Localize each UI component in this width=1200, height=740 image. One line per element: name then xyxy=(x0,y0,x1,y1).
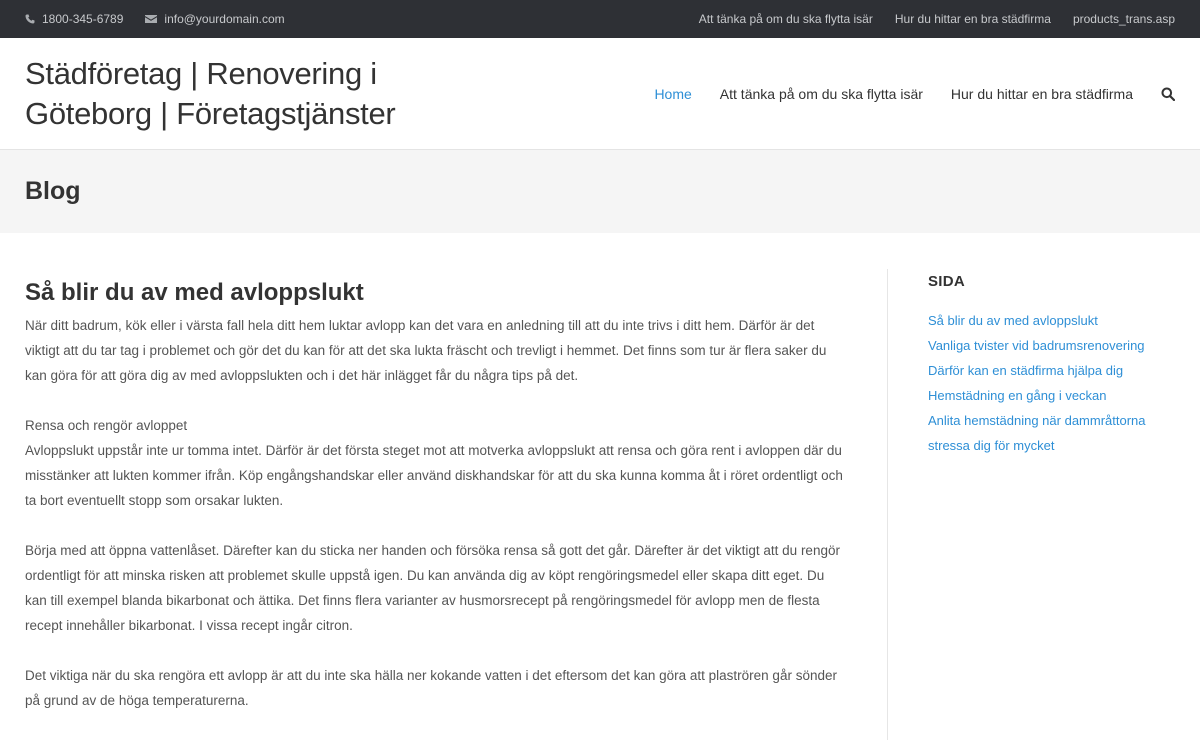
top-links xyxy=(699,12,1175,26)
nav-flytta[interactable]: Att tänka på om du ska flytta isär xyxy=(719,85,923,102)
nav-home[interactable]: Home xyxy=(654,85,692,102)
phone-number: 1800-345-6789 xyxy=(42,12,124,26)
envelope-icon xyxy=(145,14,157,24)
post-paragraph-1: När ditt badrum, kök eller i värsta fall hela ditt hem luktar avlopp kan det vara en anledning till att du inte trivs i ditt hem. Därför är det viktigt att du tar tag i problemet och gör det du kan för att det ska lukta fräscht och trevligt i hemmet. Det finns som tur är flera saker du kan göra för att göra dig av med avloppslukten och i det här inlägget får du några tips på det. xyxy=(25,318,827,383)
page-title-band xyxy=(0,150,1200,233)
top-bar xyxy=(0,0,1200,38)
nav-stadfirma[interactable]: Hur du hittar en bra städfirma xyxy=(950,85,1133,102)
post-body xyxy=(25,313,847,713)
sidebar-link-hemstadning[interactable]: Hemstädning en gång i veckan xyxy=(928,388,1107,403)
search-icon[interactable] xyxy=(1161,87,1175,101)
site-title[interactable] xyxy=(25,54,425,134)
top-link-stadfirma[interactable]: Hur du hittar en bra städfirma xyxy=(894,12,1051,26)
sidebar xyxy=(888,269,1160,740)
post-title: Så blir du av med avloppslukt xyxy=(25,279,364,306)
email-address: info@yourdomain.com xyxy=(164,12,285,26)
contact-info xyxy=(25,12,285,26)
post-paragraph-4: Det viktiga när du ska rengöra ett avlopp är att du inte ska hälla ner kokande vatten i det eftersom det kan göra att plaströren går sönder på grund av de höga temperaturerna. xyxy=(25,668,837,708)
page-title: Blog xyxy=(25,177,81,205)
list-item xyxy=(928,358,1160,383)
post-subheading: Rensa och rengör avloppet xyxy=(25,418,188,433)
sidebar-link-stadfirma[interactable]: Därför kan en städfirma hjälpa dig xyxy=(928,363,1124,378)
sidebar-link-tvister[interactable]: Vanliga tvister vid badrumsrenovering xyxy=(928,338,1145,353)
phone-contact xyxy=(25,12,123,26)
sidebar-link-avloppslukt[interactable]: Så blir du av med avloppslukt xyxy=(928,313,1098,328)
site-title-line-2: Göteborg | Företagstjänster xyxy=(25,95,396,131)
top-link-flytta[interactable]: Att tänka på om du ska flytta isär xyxy=(698,12,873,26)
email-contact xyxy=(145,12,284,26)
sidebar-link-list xyxy=(928,308,1160,458)
list-item xyxy=(928,383,1160,408)
site-header xyxy=(0,38,1200,150)
top-link-products-trans[interactable]: products_trans.asp xyxy=(1072,12,1175,26)
sidebar-heading: SIDA xyxy=(928,273,966,290)
site-title-line-1: Städföretag | Renovering i xyxy=(25,55,377,91)
list-item xyxy=(928,308,1160,333)
list-item xyxy=(928,408,1160,458)
list-item xyxy=(928,333,1160,358)
post-paragraph-3: Börja med att öppna vattenlåset. Därefter kan du sticka ner handen och försöka rensa så gott det går. Därefter är det viktigt att du rengör ordentligt för att minska risken att problemet skulle uppstå igen. Du kan använda dig av köpt rengöringsmedel eller skapa ditt eget. Du kan till exempel blanda bikarbonat och ättika. Det finns flera varianter av husmorsrecept på rengöringsmedel för avlopp men de flesta recept innehåller bikarbonat. I vissa recept ingår citron. xyxy=(25,543,840,633)
main-nav xyxy=(654,86,1175,102)
sidebar-link-dammrattor[interactable]: Anlita hemstädning när dammråttorna stressa dig för mycket xyxy=(928,413,1146,453)
post-article xyxy=(25,269,847,740)
phone-icon xyxy=(25,14,35,24)
post-paragraph-2: Avloppslukt uppstår inte ur tomma intet. Därför är det första steget mot att motverka avloppslukt att rensa och göra rent i avloppen där du misstänker att lukten kommer ifrån. Köp engångshandskar eller använd diskhandskar för att du ska kunna komma åt i röret ordentligt och ta bort eventuellt stopp som orsakar lukten. xyxy=(25,443,843,508)
main-area xyxy=(0,233,1200,740)
